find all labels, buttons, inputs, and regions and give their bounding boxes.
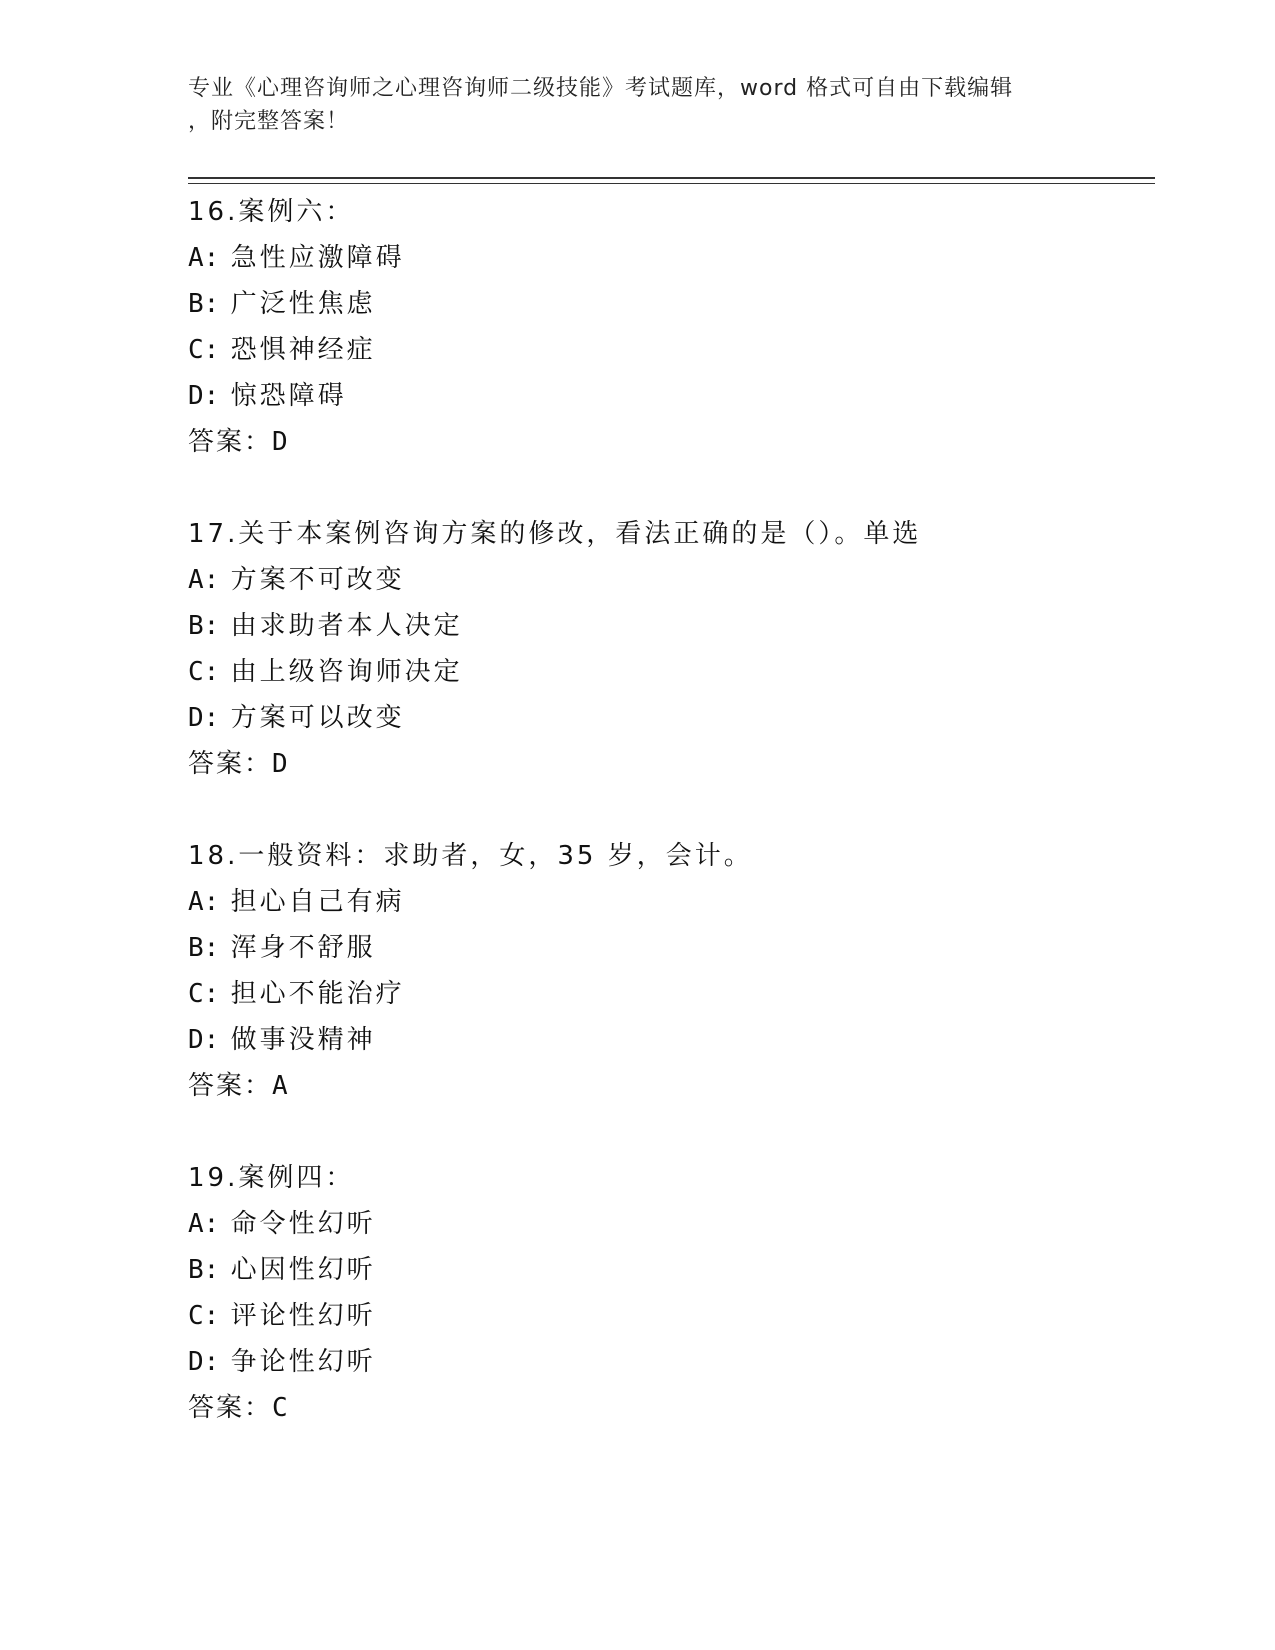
option-text: 争论性幻听 xyxy=(230,1347,376,1377)
question-19 xyxy=(188,1155,1148,1431)
option-text: 方案可以改变 xyxy=(230,703,405,733)
option-letter: D: xyxy=(188,1347,220,1377)
option-letter: C: xyxy=(188,1301,220,1331)
option-text: 方案不可改变 xyxy=(230,565,405,595)
option-letter: D: xyxy=(188,1025,220,1055)
answer-value: C xyxy=(272,1393,290,1423)
option-c xyxy=(188,971,1148,1017)
answer-value: A xyxy=(272,1071,290,1101)
option-letter: A: xyxy=(188,887,220,917)
header-line-1: 专业《心理咨询师之心理咨询师二级技能》考试题库，word 格式可自由下载编辑 xyxy=(188,76,1014,101)
option-text: 评论性幻听 xyxy=(230,1301,376,1331)
option-letter: A: xyxy=(188,243,220,273)
option-letter: D: xyxy=(188,381,220,411)
question-18 xyxy=(188,833,1148,1109)
option-text: 担心不能治疗 xyxy=(230,979,405,1009)
question-stem: 19.案例四： xyxy=(188,1163,355,1193)
option-letter: B: xyxy=(188,933,220,963)
option-b xyxy=(188,603,1148,649)
question-list xyxy=(188,189,1148,1477)
option-b xyxy=(188,925,1148,971)
option-d xyxy=(188,1017,1148,1063)
option-d xyxy=(188,373,1148,419)
option-letter: C: xyxy=(188,979,220,1009)
question-stem: 18.一般资料：求助者，女，35 岁，会计。 xyxy=(188,841,753,871)
option-d xyxy=(188,695,1148,741)
header-divider-thin xyxy=(188,183,1155,184)
option-text: 做事没精神 xyxy=(230,1025,376,1055)
option-text: 惊恐障碍 xyxy=(230,381,347,411)
header-line-2: ，附完整答案！ xyxy=(188,109,350,134)
option-c xyxy=(188,1293,1148,1339)
option-letter: B: xyxy=(188,1255,220,1285)
document-header xyxy=(188,72,1088,138)
option-letter: D: xyxy=(188,703,220,733)
option-c xyxy=(188,327,1148,373)
option-a xyxy=(188,879,1148,925)
answer-line xyxy=(188,419,1148,465)
option-letter: A: xyxy=(188,1209,220,1239)
option-letter: B: xyxy=(188,611,220,641)
option-a xyxy=(188,235,1148,281)
option-text: 浑身不舒服 xyxy=(230,933,376,963)
option-text: 由求助者本人决定 xyxy=(230,611,463,641)
option-text: 心因性幻听 xyxy=(230,1255,376,1285)
answer-line xyxy=(188,1063,1148,1109)
option-text: 广泛性焦虑 xyxy=(230,289,376,319)
option-a xyxy=(188,1201,1148,1247)
option-d xyxy=(188,1339,1148,1385)
option-text: 恐惧神经症 xyxy=(230,335,376,365)
option-b xyxy=(188,1247,1148,1293)
option-a xyxy=(188,557,1148,603)
answer-label: 答案： xyxy=(188,1071,273,1101)
option-text: 急性应激障碍 xyxy=(230,243,405,273)
question-stem: 17.关于本案例咨询方案的修改，看法正确的是（）。单选 xyxy=(188,519,922,549)
option-c xyxy=(188,649,1148,695)
option-letter: B: xyxy=(188,289,220,319)
option-text: 命令性幻听 xyxy=(230,1209,376,1239)
answer-label: 答案： xyxy=(188,427,273,457)
option-letter: C: xyxy=(188,657,220,687)
question-16 xyxy=(188,189,1148,465)
answer-label: 答案： xyxy=(188,1393,273,1423)
header-divider-thick xyxy=(188,177,1155,179)
answer-value: D xyxy=(272,427,290,457)
question-17 xyxy=(188,511,1148,787)
option-text: 由上级咨询师决定 xyxy=(230,657,463,687)
answer-label: 答案： xyxy=(188,749,273,779)
option-b xyxy=(188,281,1148,327)
answer-line xyxy=(188,1385,1148,1431)
option-letter: A: xyxy=(188,565,220,595)
answer-line xyxy=(188,741,1148,787)
option-letter: C: xyxy=(188,335,220,365)
answer-value: D xyxy=(272,749,290,779)
option-text: 担心自己有病 xyxy=(230,887,405,917)
question-stem: 16.案例六： xyxy=(188,197,355,227)
